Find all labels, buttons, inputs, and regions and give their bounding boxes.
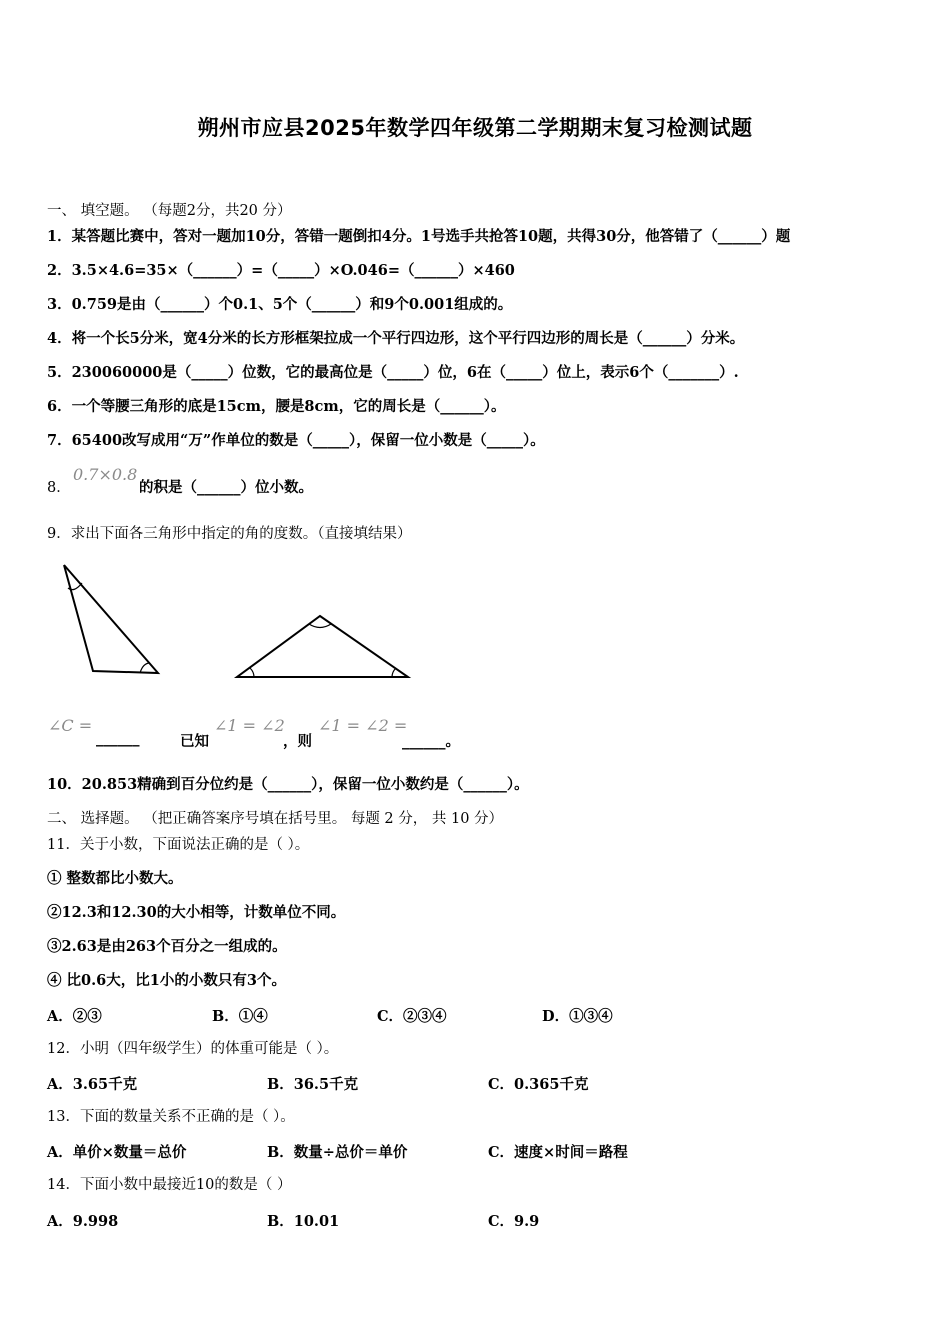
question-8-number: 8． (47, 480, 71, 496)
q14-option-b: B．10.01 (267, 1213, 340, 1230)
question-8-expression: 0.7×0.8 (73, 465, 138, 484)
question-6: 6．一个等腰三角形的底是15cm，腰是8cm，它的周长是（______）。 (47, 398, 506, 415)
q13-option-a: A．单价×数量＝总价 (47, 1144, 187, 1161)
q11-option-d: D．①③④ (542, 1008, 613, 1025)
q11-option-a: A．②③ (47, 1008, 102, 1025)
question-11-statement-2: ②12.3和12.30的大小相等，计数单位不同。 (47, 904, 346, 921)
q12-option-b: B．36.5千克 (267, 1076, 359, 1093)
then-blank: ______。 (402, 733, 460, 750)
triangle-figure-1 (40, 555, 185, 685)
known-label: 已知 (180, 733, 209, 750)
question-13: 13．下面的数量关系不正确的是（ ）。 (47, 1109, 295, 1125)
question-8-text: 的积是（______）位小数。 (139, 479, 313, 496)
question-11: 11．关于小数，下面说法正确的是（ ）。 (47, 837, 310, 853)
angle-c-blank: ______ (96, 730, 140, 747)
question-2: 2．3.5×4.6=35×（______）=（_____）×O.046=（______）×460 (47, 262, 515, 279)
q13-option-c: C．速度×时间＝路程 (488, 1144, 628, 1161)
question-5: 5．230060000是（_____）位数，它的最高位是（_____）位，6在（_____）位上，表示6个（_______）. (47, 364, 739, 381)
question-11-statement-4: ④ 比0.6大，比1小的小数只有3个。 (47, 972, 286, 989)
known-expression: ∠1 = ∠2 (214, 716, 285, 735)
question-9: 9．求出下面各三角形中指定的角的度数。（直接填结果） (47, 526, 412, 542)
question-11-statement-3: ③2.63是由263个百分之一组成的。 (47, 938, 287, 955)
q14-option-c: C．9.9 (488, 1213, 540, 1230)
then-expression: ∠1 = ∠2 = (318, 716, 408, 735)
question-14: 14．下面小数中最接近10的数是（ ） (47, 1177, 292, 1193)
question-11-statement-1: ① 整数都比小数大。 (47, 870, 183, 887)
section1-heading: 一、 填空题。 （每题2分，共20 分） (47, 203, 292, 219)
q11-option-b: B．①④ (212, 1008, 268, 1025)
triangle-figure-2 (230, 605, 415, 685)
angle-c-expression: ∠C = (48, 716, 93, 735)
q14-option-a: A．9.998 (47, 1213, 119, 1230)
section2-heading: 二、 选择题。 （把正确答案序号填在括号里。 每题 2 分， 共 10 分） (47, 811, 504, 827)
page-title: 朔州市应县2025年数学四年级第二学期期末复习检测试题 (197, 116, 753, 140)
q13-option-b: B．数量÷总价＝单价 (267, 1144, 408, 1161)
q11-option-c: C．②③④ (377, 1008, 447, 1025)
q12-option-a: A．3.65千克 (47, 1076, 138, 1093)
question-3: 3．0.759是由（______）个0.1、5个（______）和9个0.001组成的。 (47, 296, 513, 313)
question-7: 7．65400改写成用“万”作单位的数是（_____），保留一位小数是（_____）。 (47, 432, 545, 449)
q12-option-c: C．0.365千克 (488, 1076, 589, 1093)
then-label: ，则 (283, 733, 312, 750)
question-10: 10．20.853精确到百分位约是（______），保留一位小数约是（______）。 (47, 776, 529, 793)
question-12: 12．小明（四年级学生）的体重可能是（ ）。 (47, 1041, 339, 1057)
question-4: 4．将一个长5分米，宽4分米的长方形框架拉成一个平行四边形，这个平行四边形的周长是（______）分米。 (47, 330, 745, 347)
question-1: 1．某答题比赛中，答对一题加10分，答错一题倒扣4分。1号选手共抢答10题，共得30分，他答错了（______）题 (47, 228, 791, 245)
